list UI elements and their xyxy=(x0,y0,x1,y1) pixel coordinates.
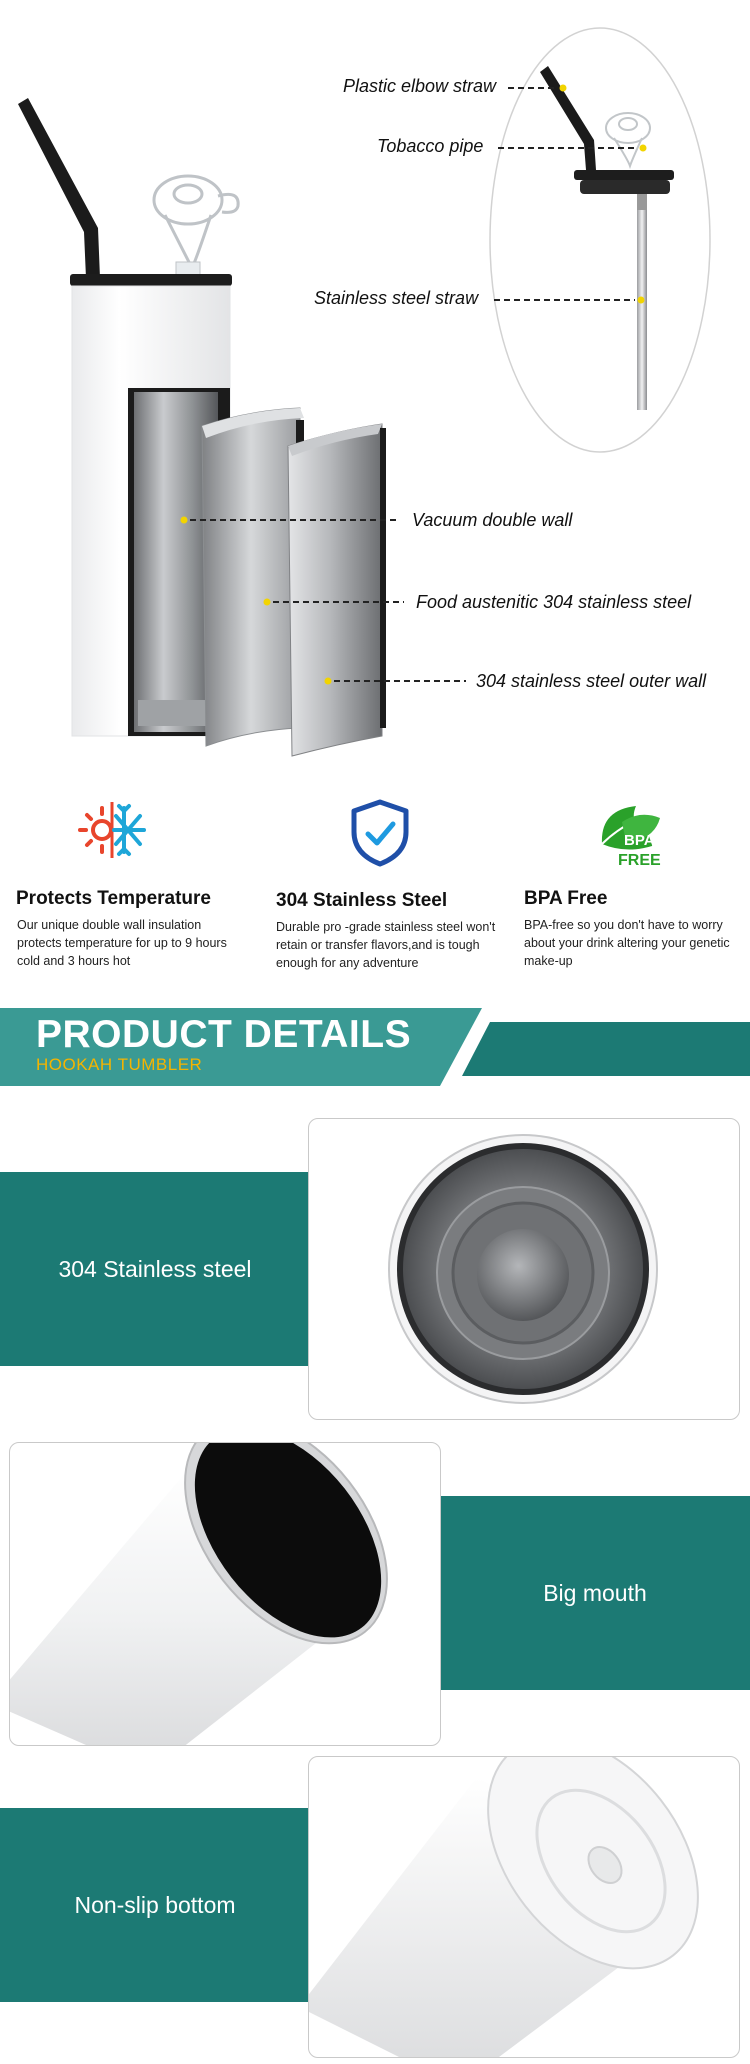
tumbler-illustration xyxy=(0,0,750,780)
banner-subtitle: HOOKAH TUMBLER xyxy=(36,1055,203,1074)
product-hero xyxy=(0,0,750,780)
detail-label: Big mouth xyxy=(543,1580,647,1606)
tumbler-mouth-image xyxy=(10,1443,441,1746)
bpa-badge-bottom: FREE xyxy=(618,852,661,869)
detail-photo-frame xyxy=(308,1118,740,1420)
detail-label: Non-slip bottom xyxy=(74,1892,236,1918)
callout-outer-wall: 304 stainless steel outer wall xyxy=(476,671,707,691)
feature-title: BPA Free xyxy=(524,888,608,909)
callout-food-steel: Food austenitic 304 stainless steel xyxy=(416,592,692,612)
callout-steel-straw: Stainless steel straw xyxy=(314,288,479,308)
temperature-icon xyxy=(76,794,148,866)
feature-description: Durable pro -grade stainless steel won't retain or transfer flavors,and is tough enough for any adventure xyxy=(276,920,496,970)
callout-elbow-straw: Plastic elbow straw xyxy=(343,76,497,96)
banner-title: PRODUCT DETAILS xyxy=(36,1013,412,1056)
bpa-badge-top: BPA xyxy=(624,832,655,849)
callout-tobacco-pipe: Tobacco pipe xyxy=(377,136,484,156)
callout-vacuum-wall: Vacuum double wall xyxy=(412,510,573,530)
tumbler-interior-image xyxy=(309,1119,740,1420)
feature-title: Protects Temperature xyxy=(16,888,211,909)
feature-title: 304 Stainless Steel xyxy=(276,890,448,911)
tumbler-bottom-image xyxy=(309,1757,740,2058)
feature-description: BPA-free so you don't have to worry about your drink altering your genetic make-up xyxy=(524,918,730,968)
feature-description: Our unique double wall insulation protects temperature for up to 9 hours cold and 3 hours hot xyxy=(17,918,227,968)
detail-label: 304 Stainless steel xyxy=(58,1256,252,1282)
detail-photo-frame xyxy=(308,1756,740,2058)
detail-photo-frame xyxy=(9,1442,441,1746)
shield-check-icon xyxy=(348,798,412,868)
